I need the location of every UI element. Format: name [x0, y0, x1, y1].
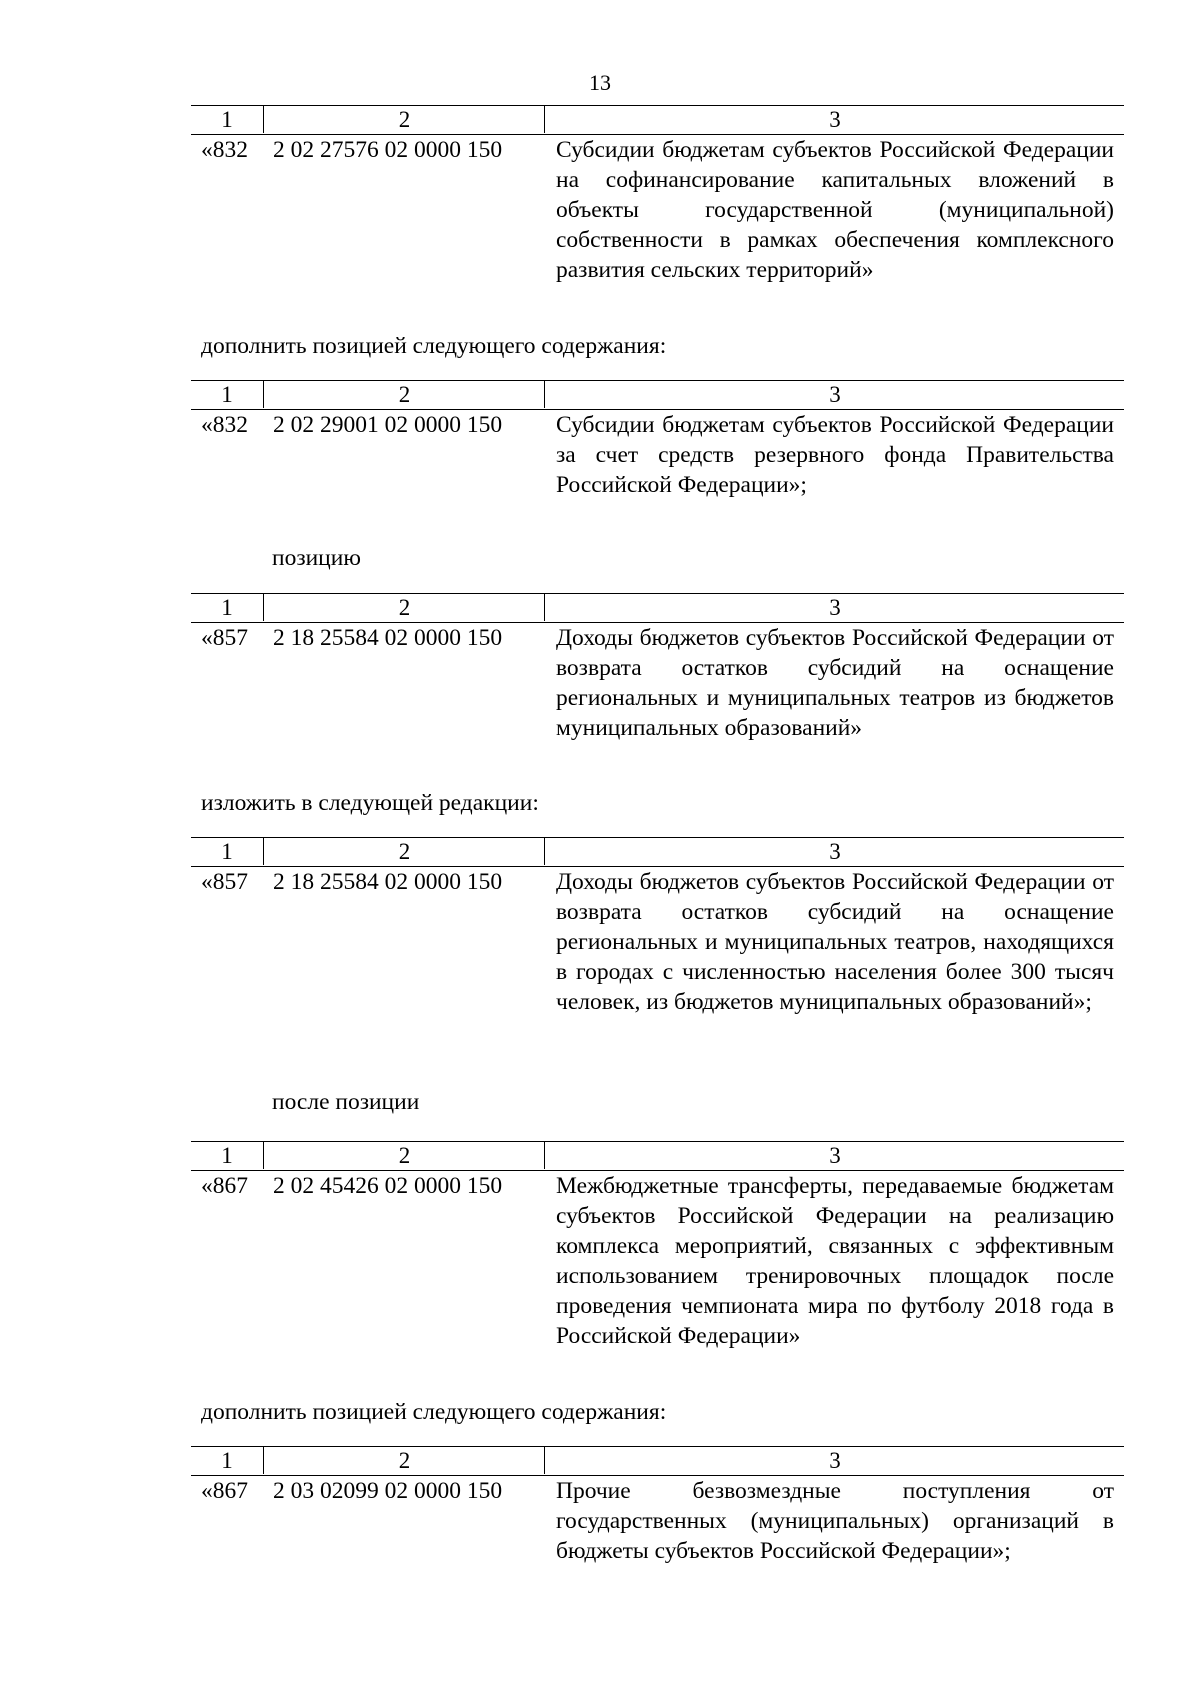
table-header — [191, 380, 1124, 410]
table-block-5 — [191, 1141, 1124, 1351]
row-description: Доходы бюджетов субъектов Российской Федерации от возврата остатков субсидий на оснащение региональных и муниципальных театров, находящихся в городах с численностью населения более 300 тысяч человек, из бюджетов муниципальных образований»; — [556, 869, 1114, 1015]
table-block-4 — [191, 837, 1124, 1017]
header-col-3: 3 — [544, 594, 1125, 621]
paragraph-new-edition: изложить в следующей редакции: — [201, 790, 539, 816]
header-col-2: 2 — [263, 381, 545, 408]
table-header — [191, 1446, 1124, 1476]
row-description: Субсидии бюджетам субъектов Российской Федерации за счет средств резервного фонда Правительства Российской Федерации»; — [556, 412, 1114, 498]
paragraph-position: позицию — [272, 545, 361, 571]
admin-code: «867 — [201, 1478, 248, 1504]
paragraph-after-position: после позиции — [272, 1089, 420, 1115]
admin-code: «867 — [201, 1173, 248, 1199]
table-row — [191, 1171, 1124, 1351]
page-number: 13 — [589, 70, 611, 95]
table-row — [191, 623, 1124, 743]
table-row — [191, 1476, 1124, 1566]
row-description: Субсидии бюджетам субъектов Российской Федерации на софинансирование капитальных вложений в объекты государственной (муниципальной) собственности в рамках обеспечения комплексного развития сельских территорий» — [556, 137, 1114, 283]
paragraph-add-position: дополнить позицией следующего содержания: — [201, 333, 667, 359]
kbk-code: 2 02 29001 02 0000 150 — [273, 412, 503, 438]
header-col-2: 2 — [263, 594, 545, 621]
table-header — [191, 593, 1124, 623]
table-header — [191, 105, 1124, 135]
table-header — [191, 1141, 1124, 1171]
header-col-1: 1 — [221, 107, 233, 132]
header-col-3: 3 — [544, 1142, 1125, 1169]
header-col-3: 3 — [544, 106, 1125, 133]
header-col-1: 1 — [221, 382, 233, 407]
header-col-3: 3 — [544, 838, 1125, 865]
header-col-1: 1 — [221, 1143, 233, 1168]
admin-code: «857 — [201, 625, 248, 651]
row-description: Прочие безвозмездные поступления от государственных (муниципальных) организаций в бюджеты субъектов Российской Федерации»; — [556, 1478, 1114, 1564]
header-col-2: 2 — [263, 1142, 545, 1169]
table-row — [191, 410, 1124, 500]
kbk-code: 2 18 25584 02 0000 150 — [273, 625, 503, 651]
table-row — [191, 135, 1124, 285]
table-block-2 — [191, 380, 1124, 500]
row-description: Доходы бюджетов субъектов Российской Федерации от возврата остатков субсидий на оснащение региональных и муниципальных театров из бюджетов муниципальных образований» — [556, 625, 1114, 741]
table-block-6 — [191, 1446, 1124, 1566]
header-col-2: 2 — [263, 838, 545, 865]
kbk-code: 2 18 25584 02 0000 150 — [273, 869, 503, 895]
header-col-3: 3 — [544, 1447, 1125, 1474]
table-block-1 — [191, 105, 1124, 285]
table-row — [191, 867, 1124, 1017]
admin-code: «832 — [201, 137, 248, 163]
header-col-2: 2 — [263, 1447, 545, 1474]
table-header — [191, 837, 1124, 867]
header-col-3: 3 — [544, 381, 1125, 408]
header-col-1: 1 — [221, 1448, 233, 1473]
header-col-1: 1 — [221, 839, 233, 864]
row-description: Межбюджетные трансферты, передаваемые бюджетам субъектов Российской Федерации на реализацию комплекса мероприятий, связанных с эффективным использованием тренировочных площадок после проведения чемпионата мира по футболу 2018 года в Российской Федерации» — [556, 1173, 1114, 1349]
paragraph-add-position-2: дополнить позицией следующего содержания: — [201, 1399, 667, 1425]
kbk-code: 2 03 02099 02 0000 150 — [273, 1478, 503, 1504]
table-block-3 — [191, 593, 1124, 743]
admin-code: «832 — [201, 412, 248, 438]
kbk-code: 2 02 27576 02 0000 150 — [273, 137, 503, 163]
kbk-code: 2 02 45426 02 0000 150 — [273, 1173, 503, 1199]
admin-code: «857 — [201, 869, 248, 895]
header-col-2: 2 — [263, 106, 545, 133]
header-col-1: 1 — [221, 595, 233, 620]
